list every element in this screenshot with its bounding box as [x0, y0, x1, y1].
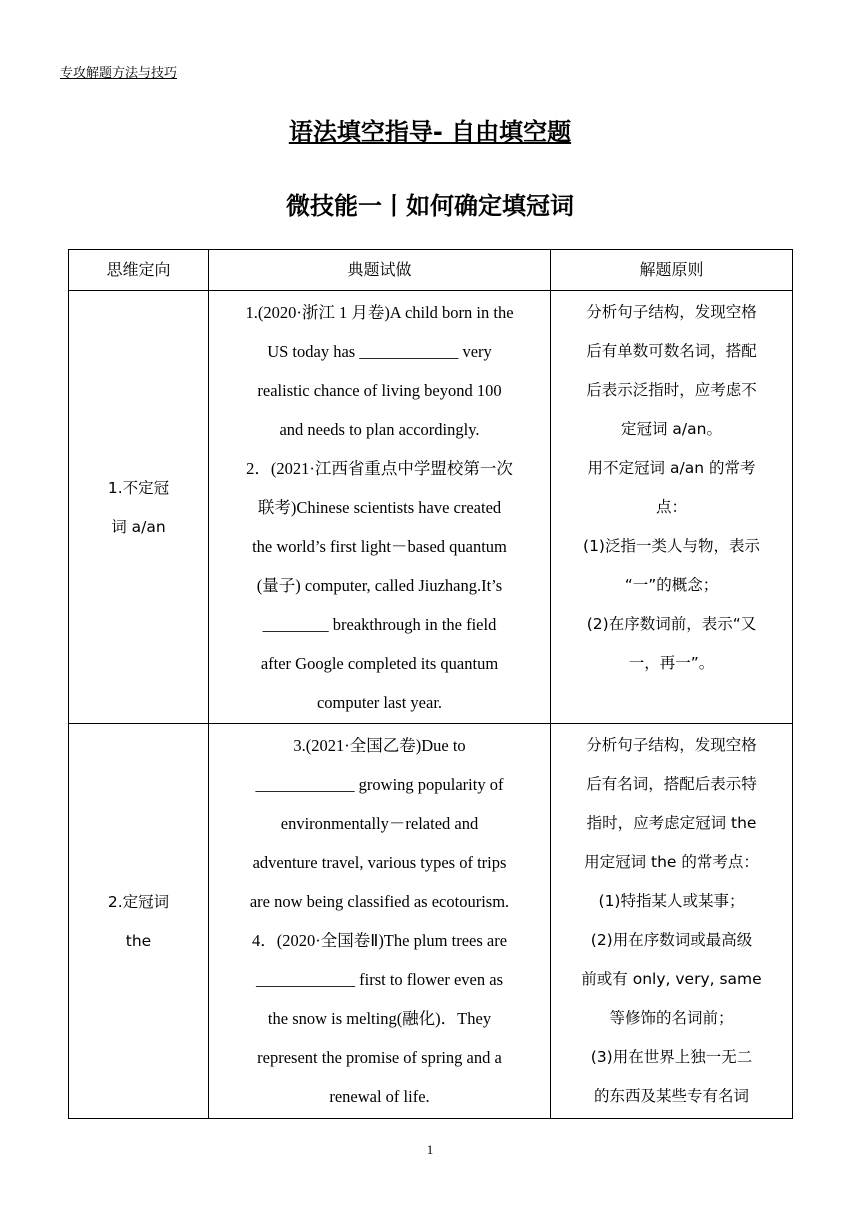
principle-line: 的东西及某些专有名词	[593, 1087, 749, 1105]
example-line: the snow is melting(融化)．They	[267, 1009, 492, 1028]
principle-line: 分析句子结构，发现空格	[586, 736, 757, 754]
example-line: (量子) computer, called Jiuzhang.It’s	[256, 576, 503, 595]
example-line: ____________ first to flower even as	[256, 970, 503, 989]
page-subtitle: 微技能一丨如何确定填冠词	[286, 192, 574, 220]
category-line: 词 a/an	[111, 518, 166, 536]
example-line: 1.(2020·浙江 1 月卷)A child born in the	[245, 303, 514, 322]
grammar-table	[68, 249, 793, 1119]
example-line: US today has ____________ very	[267, 342, 492, 361]
category-line: 1.不定冠	[107, 479, 170, 497]
example-line: 3.(2021·全国乙卷)Due to	[293, 736, 466, 755]
page-title	[0, 112, 860, 147]
principle-line: (2)用在序数词或最高级	[590, 931, 753, 949]
example-line: 联考)Chinese scientists have created	[257, 498, 502, 517]
table-row	[69, 291, 793, 724]
example-line: are now being classified as ecotourism.	[249, 892, 510, 911]
example-line: computer last year.	[316, 693, 443, 712]
example-line: and needs to plan accordingly.	[279, 420, 480, 439]
principle-line: (1)特指某人或某事；	[598, 892, 745, 910]
table-row	[69, 724, 793, 1119]
principle-line: 用定冠词 the 的常考点：	[584, 853, 759, 871]
page-title-text: 语法填空指导- 自由填空题	[288, 118, 572, 146]
page-number: 1	[426, 1142, 434, 1157]
principles-cell	[551, 724, 793, 1119]
principle-line: “一”的概念；	[624, 576, 719, 594]
column-header-principles: 解题原则	[551, 250, 793, 291]
principles-cell	[551, 291, 793, 724]
examples-cell	[209, 291, 551, 724]
column-header-thinking: 思维定向	[69, 250, 209, 291]
principle-line: 后有名词，搭配后表示特	[586, 775, 757, 793]
category-line: 2.定冠词	[107, 893, 170, 911]
example-line: after Google completed its quantum	[260, 654, 499, 673]
example-line: 4．(2020·全国卷Ⅱ)The plum trees are	[251, 931, 508, 950]
example-line: ____________ growing popularity of	[255, 775, 504, 794]
principle-line: 前或有 only, very, same	[581, 970, 762, 988]
category-line: the	[125, 932, 152, 950]
principle-line: (2)在序数词前，表示“又	[586, 615, 757, 633]
example-line: environmentally－related and	[280, 814, 479, 833]
example-line: the world’s first light－based quantum	[252, 537, 507, 556]
example-line: represent the promise of spring and a	[257, 1048, 502, 1067]
example-line: 2．(2021·江西省重点中学盟校第一次	[246, 459, 513, 478]
example-line: ________ breakthrough in the field	[262, 615, 497, 634]
example-line: realistic chance of living beyond 100	[257, 381, 502, 400]
principle-line: 后表示泛指时，应考虑不	[586, 381, 757, 399]
example-line: renewal of life.	[329, 1087, 430, 1106]
principle-line: 指时，应考虑定冠词 the	[586, 814, 757, 832]
principle-line: 点：	[655, 498, 687, 516]
category-cell	[69, 724, 209, 1119]
principle-line: 定冠词 a/an。	[621, 420, 722, 438]
section-header: 专攻解题方法与技巧	[60, 66, 178, 81]
principle-line: (1)泛指一类人与物，表示	[583, 537, 760, 555]
column-header-examples: 典题试做	[209, 250, 551, 291]
category-cell	[69, 291, 209, 724]
examples-cell	[209, 724, 551, 1119]
principle-line: 等修饰的名词前；	[609, 1009, 734, 1027]
principle-line: (3)用在世界上独一无二	[590, 1048, 753, 1066]
principle-line: 分析句子结构，发现空格	[586, 303, 757, 321]
table-header-row	[69, 250, 793, 291]
principle-line: 用不定冠词 a/an 的常考	[587, 459, 756, 477]
principle-line: 一，再一”。	[628, 654, 715, 672]
principle-line: 后有单数可数名词，搭配	[586, 342, 757, 360]
example-line: adventure travel, various types of trips	[252, 853, 507, 872]
